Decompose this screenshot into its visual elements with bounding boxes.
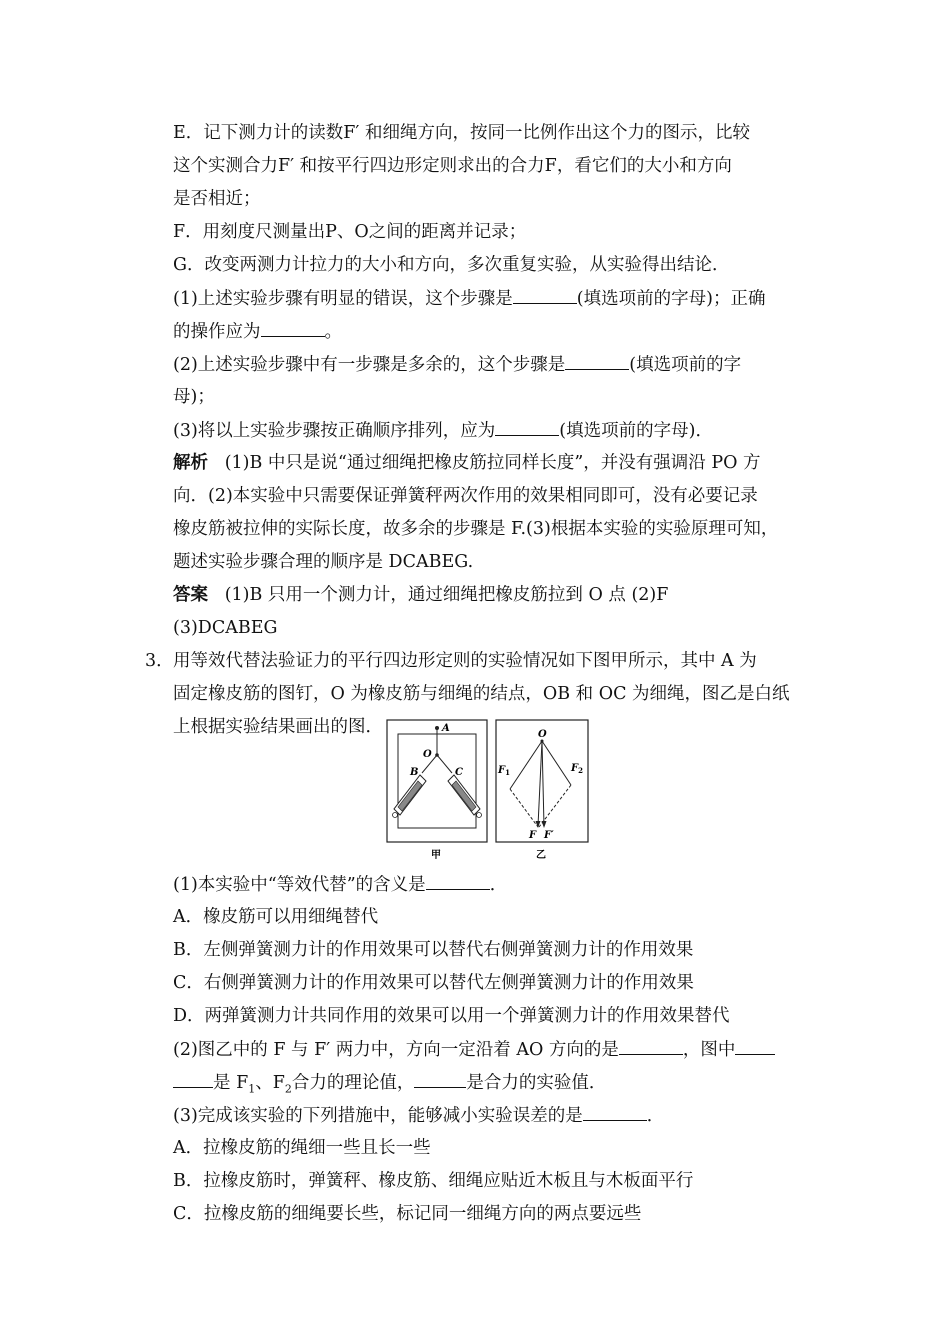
line-E2: 这个实测合力F′ 和按平行四边形定则求出的合力F，看它们的大小和方向 — [173, 156, 732, 176]
q-part2-line1 — [173, 353, 741, 376]
blank — [173, 1071, 213, 1088]
q3-sub1 — [173, 873, 507, 896]
q3-option-d: D．两弹簧测力计共同作用的效果可以用一个弹簧测力计的作用效果替代 — [173, 1006, 730, 1026]
q-part3-text-a: (3)将以上实验步骤按正确顺序排列，应为 — [173, 421, 496, 441]
label-f1: $F_1$ — [498, 765, 510, 777]
q3-option-c: C．右侧弹簧测力计的作用效果可以替代左侧弹簧测力计的作用效果 — [173, 973, 694, 993]
analysis-line1 — [173, 452, 761, 474]
label-f: F — [529, 830, 537, 841]
analysis-label: 解析 — [173, 453, 208, 473]
q3-sub3-option-b: B．拉橡皮筋时，弹簧秤、橡皮筋、细绳应贴近木板且与木板面平行 — [173, 1171, 694, 1191]
answer-text1: (1)B 只用一个测力计，通过细绳把橡皮筋拉到 O 点 (2)F — [224, 585, 669, 605]
caption-left: 甲 — [431, 850, 441, 861]
label-f2: $F_2$ — [571, 763, 583, 775]
blank — [565, 353, 629, 370]
answer-label: 答案 — [173, 585, 208, 605]
line-E3: 是否相近； — [173, 189, 261, 209]
caption-right: 乙 — [536, 850, 546, 861]
q3-option-b: B．左侧弹簧测力计的作用效果可以替代右侧弹簧测力计的作用效果 — [173, 940, 694, 960]
label-o2: O — [538, 729, 547, 740]
q-part1-line1 — [173, 287, 765, 310]
q3-sub2-line2 — [173, 1071, 606, 1101]
question-number: 3． — [145, 651, 174, 671]
q-part1-text-c: 的操作应为 — [173, 322, 261, 342]
q3-sub1-end: ． — [489, 875, 508, 895]
q3-sub2-text-a: (2)图乙中的 F 与 F′ 两力中，方向一定沿着 AO 方向的是 — [173, 1040, 619, 1060]
analysis-line4: 题述实验步骤合理的顺序是 DCABEG. — [173, 552, 474, 572]
q-part2-text-a: (2)上述实验步骤中有一步骤是多余的，这个步骤是 — [173, 355, 566, 375]
label-c: C — [455, 767, 463, 778]
q3-sub3-text: (3)完成该实验的下列措施中，能够减小实验误差的是 — [173, 1106, 583, 1126]
q3-sub2-text-e: 合力的理论值， — [291, 1073, 415, 1093]
experiment-figure — [386, 717, 592, 863]
subscript: 2 — [284, 1082, 292, 1096]
q3-option-a: A．橡皮筋可以用细绳替代 — [173, 907, 379, 927]
blank — [735, 1038, 775, 1055]
blank — [513, 287, 577, 304]
q3-sub1-text: (1)本实验中“等效代替”的含义是 — [173, 875, 426, 895]
q3-intro3: 上根据实验结果画出的图． — [173, 717, 383, 737]
q3-sub2-text-b: ，图中 — [682, 1040, 736, 1060]
q3-intro2: 固定橡皮筋的图钉，O 为橡皮筋与细绳的结点，OB 和 OC 为细绳，图乙是白纸 — [173, 684, 790, 704]
analysis-line2: 向．(2)本实验中只需要保证弹簧秤两次作用的效果相同即可，没有必要记录 — [173, 486, 758, 506]
line-E1: E．记下测力计的读数F′ 和细绳方向，按同一比例作出这个力的图示，比较 — [173, 123, 750, 143]
blank — [414, 1071, 466, 1088]
q-part1-line2 — [173, 320, 342, 343]
q3-sub2-text-c: 是 F — [213, 1073, 249, 1093]
label-b: B — [410, 767, 419, 778]
q3-sub3 — [173, 1104, 664, 1127]
line-G: G．改变两测力计拉力的大小和方向，多次重复实验，从实验得出结论． — [173, 255, 730, 275]
q-part1-text-b: (填选项前的字母)；正确 — [576, 289, 766, 309]
q-part1-text-d: 。 — [324, 322, 342, 342]
q-part3-line — [173, 419, 713, 442]
q3-sub3-option-a: A．拉橡皮筋的绳细一些且长一些 — [173, 1138, 431, 1158]
label-a: A — [442, 723, 450, 734]
q3-intro1: 用等效代替法验证力的平行四边形定则的实验情况如下图甲所示，其中 A 为 — [173, 651, 757, 671]
blank — [495, 419, 559, 436]
analysis-text1: (1)B 中只是说“通过细绳把橡皮筋拉同样长度”，并没有强调沿 PO 方 — [224, 453, 761, 473]
blank — [583, 1104, 647, 1121]
q3-sub3-option-c: C．拉橡皮筋的细绳要长些，标记同一细绳方向的两点要远些 — [173, 1204, 642, 1224]
blank — [426, 873, 490, 890]
q-part3-text-b: (填选项前的字母)． — [559, 421, 713, 441]
line-F: F．用刻度尺测量出P、O之间的距离并记录； — [173, 222, 527, 242]
answer-line1 — [173, 584, 668, 606]
label-o: O — [423, 749, 432, 760]
blank — [261, 320, 325, 337]
pin-a — [435, 726, 439, 730]
label-fp: F′ — [544, 830, 554, 841]
q-part2-text-b: (填选项前的字 — [629, 355, 742, 375]
q-part2-line2: 母)； — [173, 387, 215, 407]
analysis-line3: 橡皮筋被拉伸的实际长度，故多余的步骤是 F.(3)根据本实验的实验原理可知， — [173, 519, 779, 539]
q3-sub2-text-d: 、F — [255, 1073, 285, 1093]
q3-sub2-line1 — [173, 1038, 775, 1061]
q-part1-text-a: (1)上述实验步骤有明显的错误，这个步骤是 — [173, 289, 513, 309]
q3-sub3-end: ． — [646, 1106, 665, 1126]
subscript: 1 — [248, 1082, 256, 1096]
q3-sub2-text-f: 是合力的实验值． — [466, 1073, 607, 1093]
answer-line2: (3)DCABEG — [173, 618, 278, 638]
blank — [619, 1038, 683, 1055]
